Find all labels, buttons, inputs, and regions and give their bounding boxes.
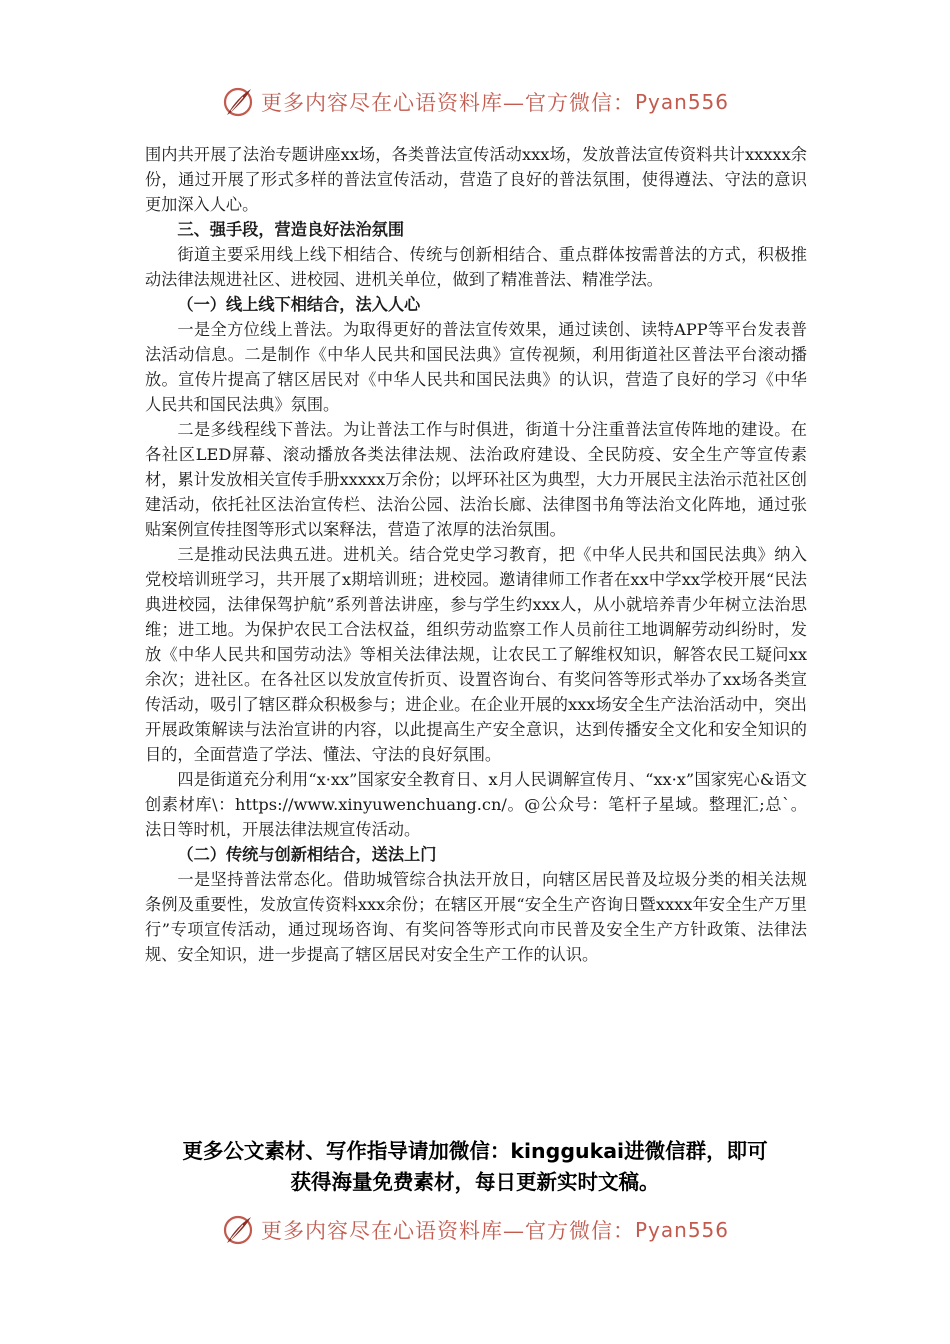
promo-line-1: 更多公文素材、写作指导请加微信：kinggukai进微信群，即可 (182, 1139, 768, 1163)
quill-logo-icon (221, 85, 255, 119)
watermark-wechat-id: Pyan556 (634, 90, 729, 114)
watermark-header (0, 80, 950, 124)
subsection-heading-2: （二）传统与创新相结合，送法上门 (177, 845, 437, 864)
paragraph-regular-publicity: 一是坚持普法常态化。借助城管综合执法开放日，向辖区居民普及垃圾分类的相关法规条例及重要性，发放宣传资料xxx余份；在辖区开展“安全生产咨询日暨xxxx年安全生产万里行”专项宣传活动，通过现场咨询、有奖问答等形式向市民普及安全生产方针政策、法律法规、安全知识，进一步提高了辖区居民对安全生产工作的认识。 (145, 870, 807, 964)
paragraph-civil-code-five-entries: 三是推动民法典五进。进机关。结合党史学习教育，把《中华人民共和国民法典》纳入党校培训班学习，共开展了x期培训班；进校园。邀请律师工作者在xx中学xx学校开展“民法典进校园，法律保驾护航”系列普法讲座，参与学生约xxx人，从小就培养青少年树立法治思维；进工地。为保护农民工合法权益，组织劳动监察工作人员前往工地调解劳动纠纷时，发放《中华人民共和国劳动法》等相关法律法规，让农民工了解维权知识，解答农民工疑问xx余次；进社区。在各社区以发放宣传折页、设置咨询台、有奖问答等形式举办了xx场各类宣传活动，吸引了辖区群众积极参与；进企业。在企业开展的xxx场安全生产法治活动中，突出开展政策解读与法治宣讲的内容，以此提高生产安全意识，达到传播安全文化和安全知识的目的，全面营造了学法、懂法、守法的良好氛围。 (145, 545, 807, 764)
paragraph-offline-publicity: 二是多线程线下普法。为让普法工作与时俱进，街道十分注重普法宣传阵地的建设。在各社区LED屏幕、滚动播放各类法律法规、法治政府建设、全民防疫、安全生产等宣传素材，累计发放相关宣传手册xxxxx万余份；以坪环社区为典型，大力开展民主法治示范社区创建活动，依托社区法治宣传栏、法治公园、法治长廊、法律图书角等法治文化阵地，通过张贴案例宣传挂图等形式以案释法，营造了浓厚的法治氛围。 (145, 420, 807, 539)
paragraph-key-dates: 四是街道充分利用“x·xx”国家安全教育日、x月人民调解宣传月、“xx·x”国家宪心&语文创素材库\：https://www.xinyuwenchuang.cn/。@公众号：笔杆子星域。整理汇;总`。法日等时机，开展法律法规宣传活动。 (145, 770, 807, 839)
quill-logo-icon (221, 1213, 255, 1247)
watermark-text: 更多内容尽在心语资料库—官方微信： (260, 91, 635, 115)
paragraph-section-3-intro: 街道主要采用线上线下相结合、传统与创新相结合、重点群体按需普法的方式，积极推动法律法规进社区、进校园、进机关单位，做到了精准普法、精准学法。 (145, 245, 807, 289)
watermark-footer (0, 1208, 950, 1252)
section-heading-3: 三、强手段，营造良好法治氛围 (177, 220, 405, 239)
document-body (145, 142, 807, 967)
watermark-text: 更多内容尽在心语资料库—官方微信： (260, 1219, 635, 1243)
watermark-wechat-id: Pyan556 (634, 1218, 729, 1242)
promo-footer (120, 1136, 830, 1198)
promo-line-2: 获得海量免费素材，每日更新实时文稿。 (290, 1170, 660, 1194)
paragraph-online-publicity: 一是全方位线上普法。为取得更好的普法宣传效果，通过读创、读特APP等平台发表普法活动信息。二是制作《中华人民共和国民法典》宣传视频，利用街道社区普法平台滚动播放。宣传片提高了辖区居民对《中华人民共和国民法典》的认识，营造了良好的学习《中华人民共和国民法典》氛围。 (145, 320, 807, 414)
subsection-heading-1: （一）线上线下相结合，法入人心 (177, 295, 421, 314)
paragraph-intro-continuation: 围内共开展了法治专题讲座xx场，各类普法宣传活动xxx场，发放普法宣传资料共计xxxxx余份，通过开展了形式多样的普法宣传活动，营造了良好的普法氛围，使得遵法、守法的意识更加深入人心。 (145, 145, 807, 214)
